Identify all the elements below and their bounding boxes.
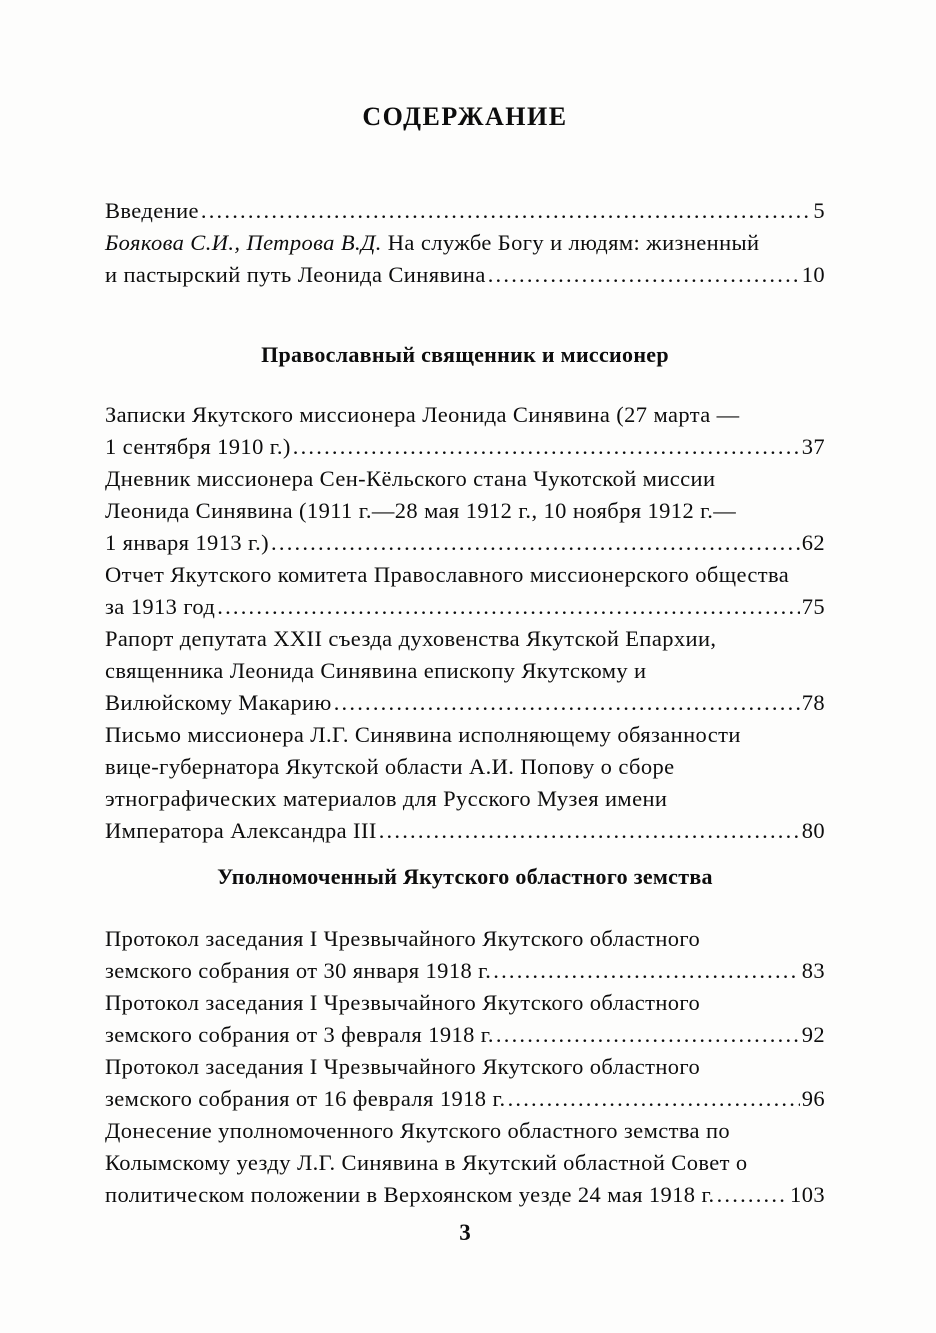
page-number: 5: [813, 198, 825, 223]
page-title: СОДЕРЖАНИЕ: [362, 102, 568, 131]
entry-text: политическом положении в Верхоянском уезде 24 мая 1918 г.: [105, 1182, 715, 1207]
toc-entry-line: [105, 227, 825, 259]
toc-entry-line: [105, 751, 825, 783]
page-number: 37: [801, 434, 825, 459]
toc-entry: [105, 719, 825, 847]
entry-text: Колымскому уезду Л.Г. Синявина в Якутский областной Совет о: [105, 1150, 748, 1175]
dot-leader: [379, 815, 800, 847]
toc-entry-line: [105, 559, 825, 591]
page-number: 10: [801, 262, 825, 287]
toc-entry-line: [105, 527, 825, 559]
page-number: 103: [790, 1182, 825, 1207]
toc-entry: [105, 227, 825, 291]
entry-text: Рапорт депутата XXII съезда духовенства Якутской Епархии,: [105, 626, 717, 651]
entry-text: Записки Якутского миссионера Леонида Синявина (27 марта —: [105, 402, 740, 427]
toc-entry: [105, 987, 825, 1051]
dot-leader: [271, 527, 800, 559]
toc-entry-line: [105, 1147, 825, 1179]
toc-entry: [105, 923, 825, 987]
toc-entry-line: [105, 923, 825, 955]
toc-entry-line: [105, 259, 825, 291]
toc-entry: [105, 623, 825, 719]
entry-text: Протокол заседания I Чрезвычайного Якутского областного: [105, 990, 701, 1015]
toc-entry-line: [105, 1083, 825, 1115]
toc-entry: [105, 1115, 825, 1211]
toc-entry-line: [105, 495, 825, 527]
toc-entry-line: [105, 431, 825, 463]
toc-entry: [105, 1051, 825, 1115]
entry-text: Отчет Якутского комитета Православного миссионерского общества: [105, 562, 790, 587]
section-heading: Православный священник и миссионер: [261, 342, 669, 367]
dot-leader: [201, 195, 811, 227]
entry-text: Императора Александра III: [105, 818, 377, 843]
entry-text: Введение: [105, 198, 199, 223]
toc-entry-line: [105, 815, 825, 847]
entry-text: Письмо миссионера Л.Г. Синявина исполняющему обязанности: [105, 722, 741, 747]
toc-entry-line: [105, 987, 825, 1019]
dot-leader: [488, 259, 800, 291]
page-number: 75: [801, 594, 825, 619]
toc-entry-line: [105, 1115, 825, 1147]
toc-entry-line: [105, 1179, 825, 1211]
page-number: 78: [801, 690, 825, 715]
toc-entry: [105, 399, 825, 463]
entry-text: земского собрания от 30 января 1918 г.: [105, 958, 492, 983]
entry-text: земского собрания от 16 февраля 1918 г.: [105, 1086, 506, 1111]
dot-leader: [717, 1179, 788, 1211]
toc-entry-line: [105, 719, 825, 751]
toc-section: [105, 195, 825, 291]
entry-text: Вилюйскому Макарию: [105, 690, 332, 715]
toc-entry-line: [105, 623, 825, 655]
toc-entry-line: [105, 399, 825, 431]
dot-leader: [293, 431, 800, 463]
entry-text: Протокол заседания I Чрезвычайного Якутского областного: [105, 1054, 701, 1079]
entry-text: этнографических материалов для Русского Музея имени: [105, 786, 668, 811]
entry-text: Дневник миссионера Сен-Кёльского стана Чукотской миссии: [105, 466, 716, 491]
page-number: 83: [801, 958, 825, 983]
entry-text: и пастырский путь Леонида Синявина: [105, 262, 486, 287]
dot-leader: [217, 591, 799, 623]
entry-text: 1 января 1913 г.): [105, 530, 270, 555]
toc-block: [105, 101, 825, 1248]
page-number: 92: [801, 1022, 825, 1047]
folio-page-number: 3: [459, 1220, 471, 1245]
toc-entry-line: [105, 783, 825, 815]
entry-text: Протокол заседания I Чрезвычайного Якутского областного: [105, 926, 701, 951]
page-number: 96: [801, 1086, 825, 1111]
entry-text: Леонида Синявина (1911 г.—28 мая 1912 г., 10 ноября 1912 г.—: [105, 498, 737, 523]
toc-entry-line: [105, 687, 825, 719]
entry-text: 1 сентября 1910 г.): [105, 434, 291, 459]
toc-entry-line: [105, 955, 825, 987]
entry-text: На службе Богу и людям: жизненный: [387, 230, 760, 255]
entry-authors: Боякова С.И., Петрова В.Д.: [105, 230, 382, 255]
toc-section: [105, 923, 825, 1211]
toc-entry-line: [105, 591, 825, 623]
entry-text: Донесение уполномоченного Якутского областного земства по: [105, 1118, 731, 1143]
section-heading: Уполномоченный Якутского областного земства: [217, 864, 713, 889]
dot-leader: [493, 955, 799, 987]
dot-leader: [496, 1019, 800, 1051]
entry-text: вице-губернатора Якутской области А.И. Попову о сборе: [105, 754, 675, 779]
dot-leader: [334, 687, 800, 719]
toc-entry-line: [105, 195, 825, 227]
toc-entry: [105, 195, 825, 227]
toc-entry-line: [105, 1051, 825, 1083]
toc-section: [105, 399, 825, 847]
entry-text: земского собрания от 3 февраля 1918 г.: [105, 1022, 494, 1047]
toc-entry-line: [105, 1019, 825, 1051]
toc-entry: [105, 463, 825, 559]
dot-leader: [508, 1083, 800, 1115]
entry-text: за 1913 год: [105, 594, 216, 619]
page-number: 62: [801, 530, 825, 555]
entry-text: священника Леонида Синявина епископу Якутскому и: [105, 658, 647, 683]
toc-entry-line: [105, 655, 825, 687]
toc-entry: [105, 559, 825, 623]
toc-entry-line: [105, 463, 825, 495]
page-number: 80: [801, 818, 825, 843]
